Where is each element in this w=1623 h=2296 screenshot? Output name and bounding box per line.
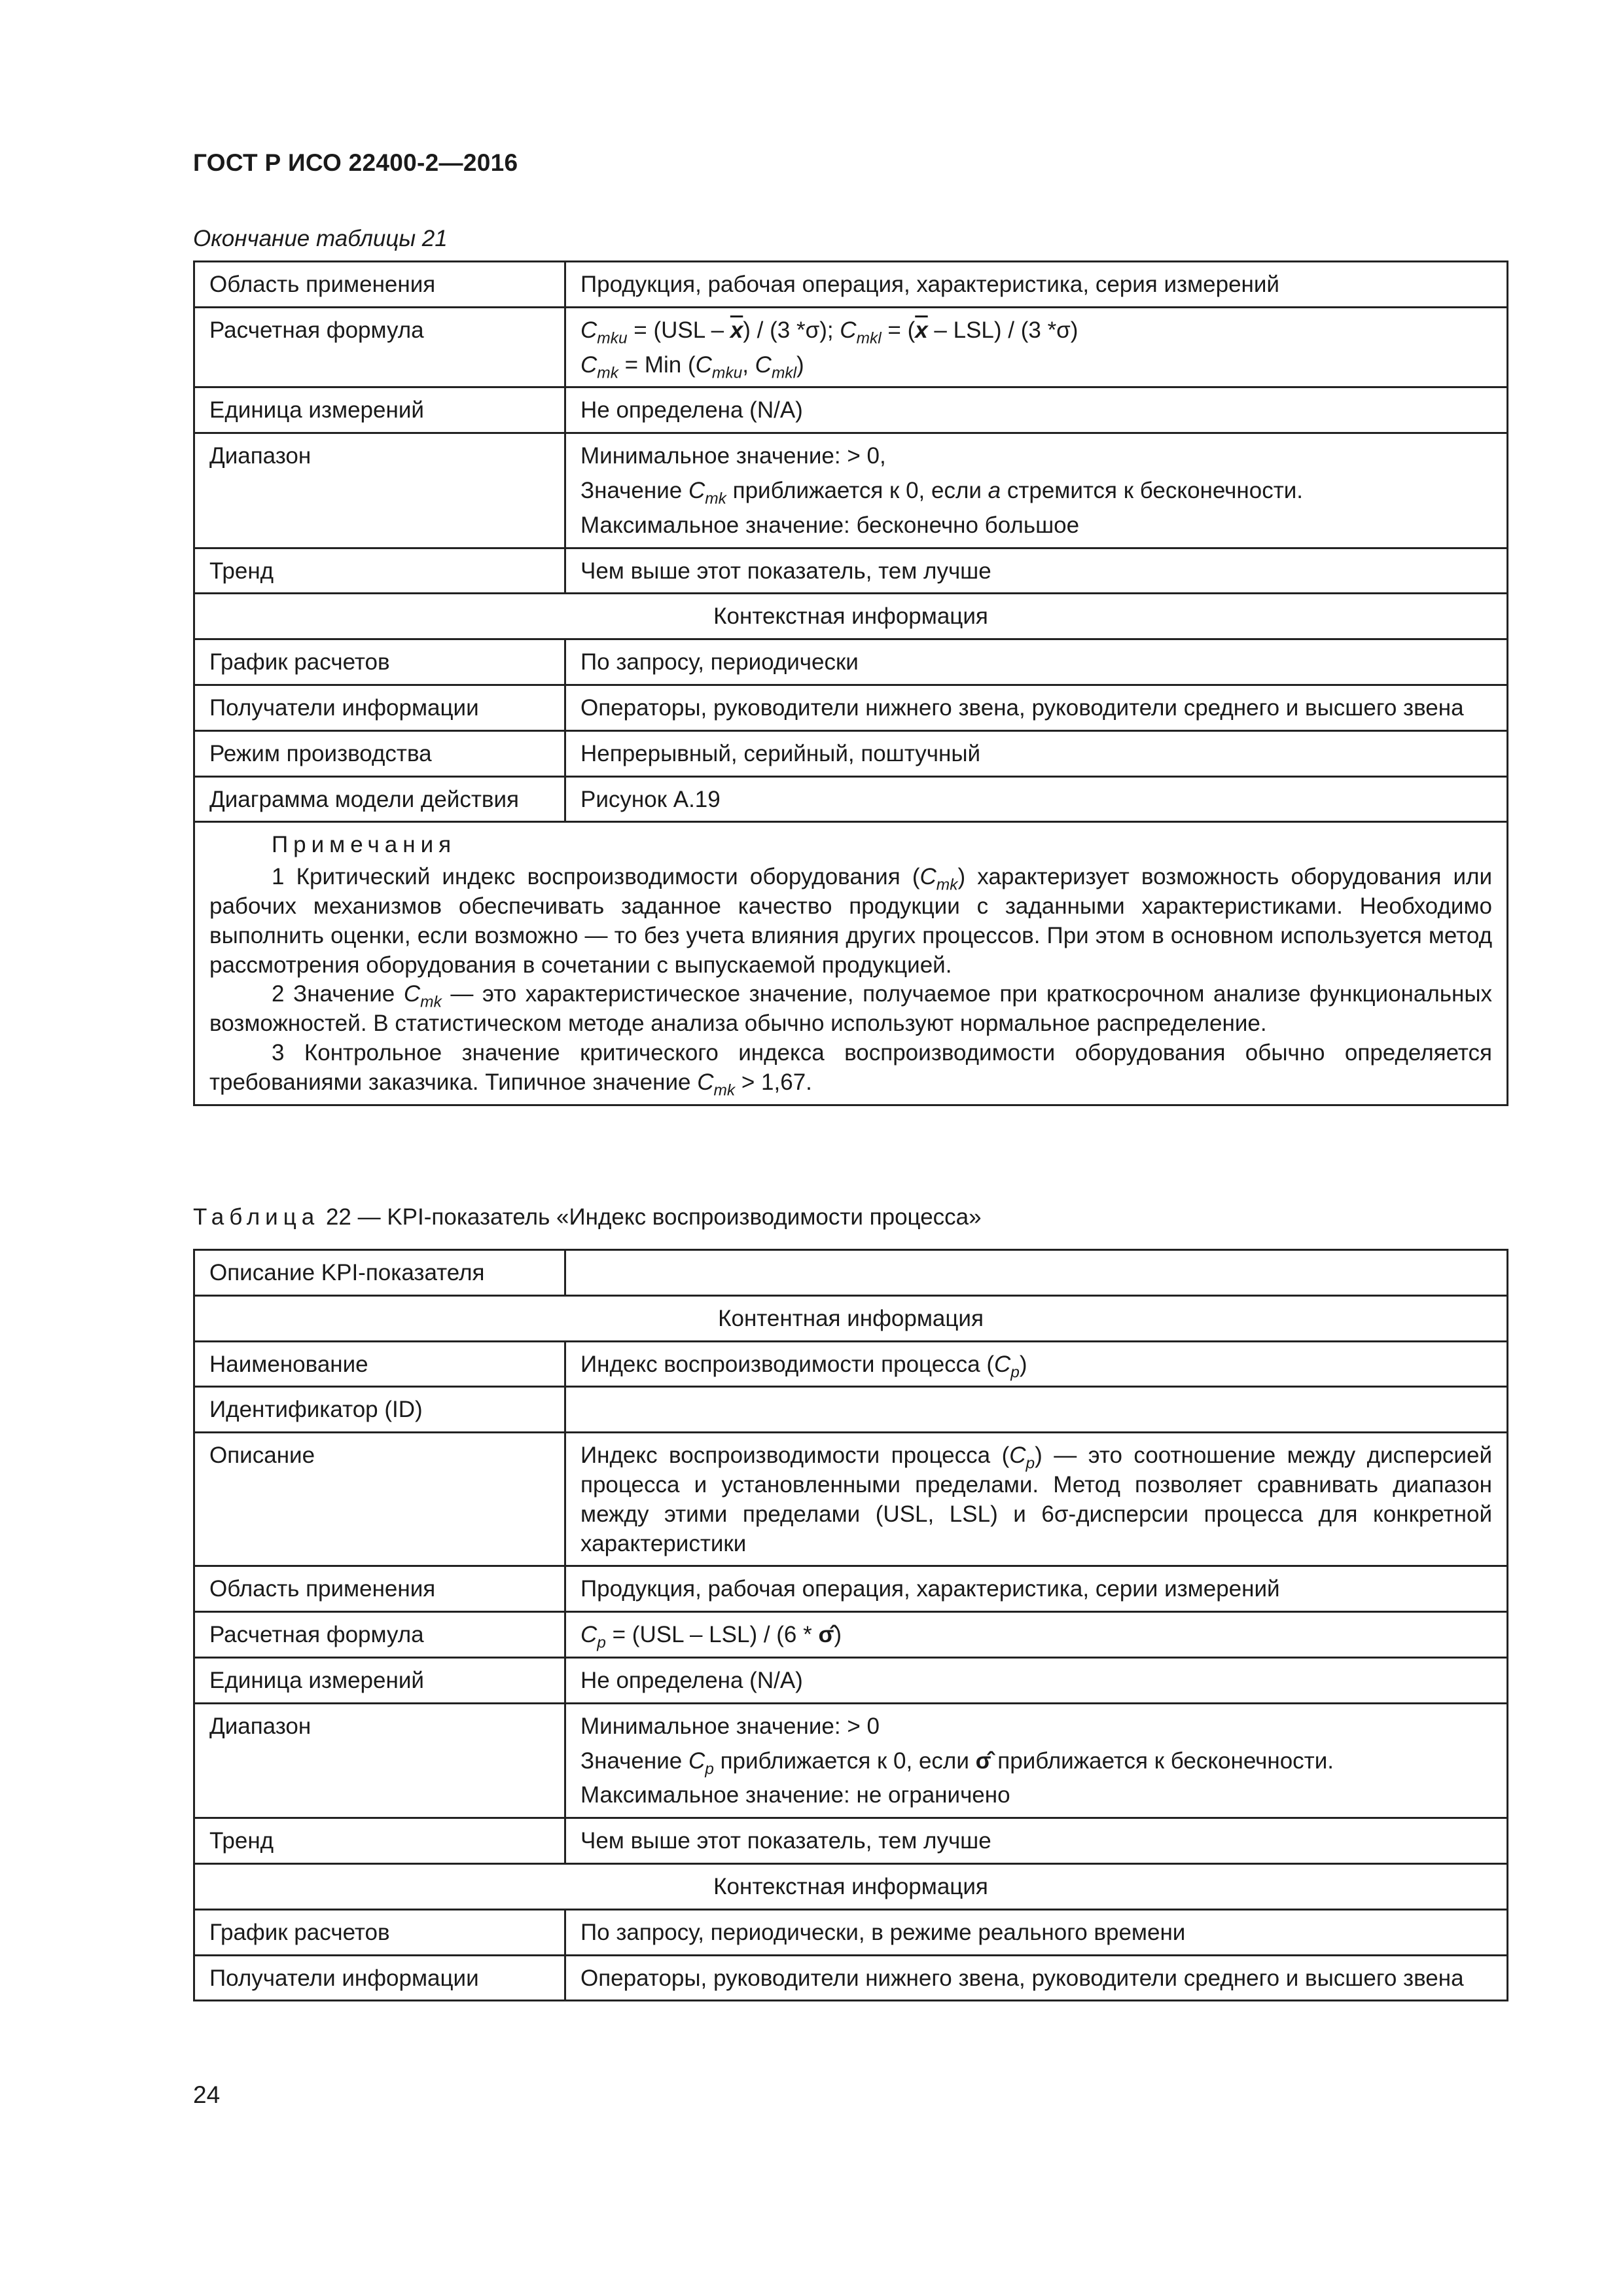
table-row bbox=[194, 1818, 1508, 1864]
range-max: Максимальное значение: не ограничено bbox=[580, 1782, 1010, 1808]
schedule-value: По запросу, периодически bbox=[565, 639, 1508, 685]
context-section-header: Контекстная информация bbox=[194, 1863, 1508, 1909]
table-row bbox=[194, 387, 1508, 433]
kpi-description-label: Описание KPI-показателя bbox=[194, 1250, 565, 1296]
range-label: Диапазон bbox=[194, 433, 565, 548]
table-row bbox=[194, 822, 1508, 1105]
table-row bbox=[194, 730, 1508, 776]
table-row bbox=[194, 1566, 1508, 1612]
formula-value: $C_{mku} = (USL - \overline{x}) / (3$ *σ); $C_{mkl} = (\overline{x} - LSL) / (3$ *σ) $C_{mk}$ = Min ($C_{mku}$, $C_{mkl}$) bbox=[565, 307, 1508, 387]
formula-label: Расчетная формула bbox=[194, 1612, 565, 1658]
name-label: Наименование bbox=[194, 1341, 565, 1387]
recipients-label: Получатели информации bbox=[194, 1955, 565, 2001]
note-1: 1 Критический индекс воспроизводимости оборудования $(C_{mk})$ характеризует возможность оборудования или рабочих механизмов обеспечивать заданное качество продукции с заданными характеристиками. Необходимо выполнить оценки, если возможно — то без учета влияния других процессов. При этом в основном используется метод рассмотрения оборудования в сочетании с выпускаемой продукцией. bbox=[209, 864, 1492, 978]
note-3: 3 Контрольное значение критического индекса воспроизводимости оборудования обычно определяется требованиями заказчика. Типичное значение $C_{mk} > 1,67$. bbox=[209, 1039, 1492, 1100]
scope-label: Область применения bbox=[194, 1566, 565, 1612]
notes-title: Примечания bbox=[272, 832, 457, 858]
table-row bbox=[194, 1387, 1508, 1433]
table-row bbox=[194, 262, 1508, 308]
scope-label: Область применения bbox=[194, 262, 565, 308]
unit-value: Не определена (N/A) bbox=[565, 1657, 1508, 1703]
table-row bbox=[194, 1433, 1508, 1566]
table-row bbox=[194, 639, 1508, 685]
schedule-label: График расчетов bbox=[194, 1909, 565, 1955]
page-number: 24 bbox=[193, 2081, 221, 2108]
unit-label: Единица измерений bbox=[194, 387, 565, 433]
trend-value: Чем выше этот показатель, тем лучше bbox=[565, 548, 1508, 594]
table-row bbox=[194, 433, 1508, 548]
document-code-header: ГОСТ Р ИСО 22400-2—2016 bbox=[193, 149, 518, 176]
production-mode-value: Непрерывный, серийный, поштучный bbox=[565, 730, 1508, 776]
continuation-caption: Окончание таблицы 21 bbox=[193, 226, 448, 251]
table-21-continuation bbox=[193, 260, 1508, 1106]
range-min: Минимальное значение: > 0 bbox=[580, 1713, 880, 1739]
id-label: Идентификатор (ID) bbox=[194, 1387, 565, 1433]
range-min: Минимальное значение: > 0, bbox=[580, 443, 886, 469]
table-row bbox=[194, 1863, 1508, 1909]
table-row bbox=[194, 1955, 1508, 2001]
table-22-caption: Таблица 22 — KPI-показатель «Индекс воспроизводимости процесса» bbox=[193, 1204, 982, 1230]
recipients-label: Получатели информации bbox=[194, 685, 565, 730]
trend-label: Тренд bbox=[194, 1818, 565, 1864]
scope-value: Продукция, рабочая операция, характеристика, серия измерений bbox=[565, 262, 1508, 308]
action-diagram-value: Рисунок А.19 bbox=[565, 776, 1508, 822]
trend-value: Чем выше этот показатель, тем лучше bbox=[565, 1818, 1508, 1864]
recipients-value: Операторы, руководители нижнего звена, руководители среднего и высшего звена bbox=[565, 1955, 1508, 2001]
table-row bbox=[194, 548, 1508, 594]
id-value bbox=[565, 1387, 1508, 1433]
production-mode-label: Режим производства bbox=[194, 730, 565, 776]
range-label: Диапазон bbox=[194, 1703, 565, 1818]
recipients-value: Операторы, руководители нижнего звена, руководители среднего и высшего звена bbox=[565, 685, 1508, 730]
range-value bbox=[565, 433, 1508, 548]
table-row bbox=[194, 1657, 1508, 1703]
context-section-header: Контекстная информация bbox=[194, 594, 1508, 639]
table-row bbox=[194, 1703, 1508, 1818]
note-2: 2 Значение $C_{mk}$ — это характеристическое значение, получаемое при краткосрочном анализе функциональных возможностей. В статистическом методе анализа обычно используют нормальное распределение. bbox=[209, 981, 1492, 1037]
table-row bbox=[194, 1295, 1508, 1341]
range-max: Максимальное значение: бесконечно большое bbox=[580, 512, 1080, 538]
name-value: Индекс воспроизводимости процесса $(C_p)$ bbox=[565, 1341, 1508, 1387]
table-row bbox=[194, 685, 1508, 730]
notes-block bbox=[194, 822, 1508, 1105]
formula-label: Расчетная формула bbox=[194, 307, 565, 387]
range-value bbox=[565, 1703, 1508, 1818]
schedule-label: График расчетов bbox=[194, 639, 565, 685]
content-section-header: Контентная информация bbox=[194, 1295, 1508, 1341]
table-row bbox=[194, 1909, 1508, 1955]
unit-label: Единица измерений bbox=[194, 1657, 565, 1703]
table-22 bbox=[193, 1249, 1508, 2001]
table-row bbox=[194, 307, 1508, 387]
formula-value: $C_p = (USL - LSL) / (6$ * σ̂) bbox=[565, 1612, 1508, 1658]
table-row bbox=[194, 1250, 1508, 1296]
unit-value: Не определена (N/A) bbox=[565, 387, 1508, 433]
description-value: Индекс воспроизводимости процесса $(C_p)$ — это соотношение между дисперсией процесса и установленными пределами. Метод позволяет сравнивать диапазон между этими пределами (USL, LSL) и 6σ-дисперсии процесса для конкретной характеристики bbox=[565, 1433, 1508, 1566]
table-row bbox=[194, 1341, 1508, 1387]
table-row bbox=[194, 776, 1508, 822]
range-approach: Значение $C_{mk}$ приближается к 0, если a стремится к бесконечности. bbox=[580, 477, 1304, 508]
range-approach: Значение $C_p$ приближается к 0, если σ̂ приближается к бесконечности. bbox=[580, 1748, 1334, 1778]
kpi-description-value bbox=[565, 1250, 1508, 1296]
trend-label: Тренд bbox=[194, 548, 565, 594]
action-diagram-label: Диаграмма модели действия bbox=[194, 776, 565, 822]
description-label: Описание bbox=[194, 1433, 565, 1566]
schedule-value: По запросу, периодически, в режиме реального времени bbox=[565, 1909, 1508, 1955]
table-row bbox=[194, 594, 1508, 639]
scope-value: Продукция, рабочая операция, характеристика, серии измерений bbox=[565, 1566, 1508, 1612]
table-row bbox=[194, 1612, 1508, 1658]
